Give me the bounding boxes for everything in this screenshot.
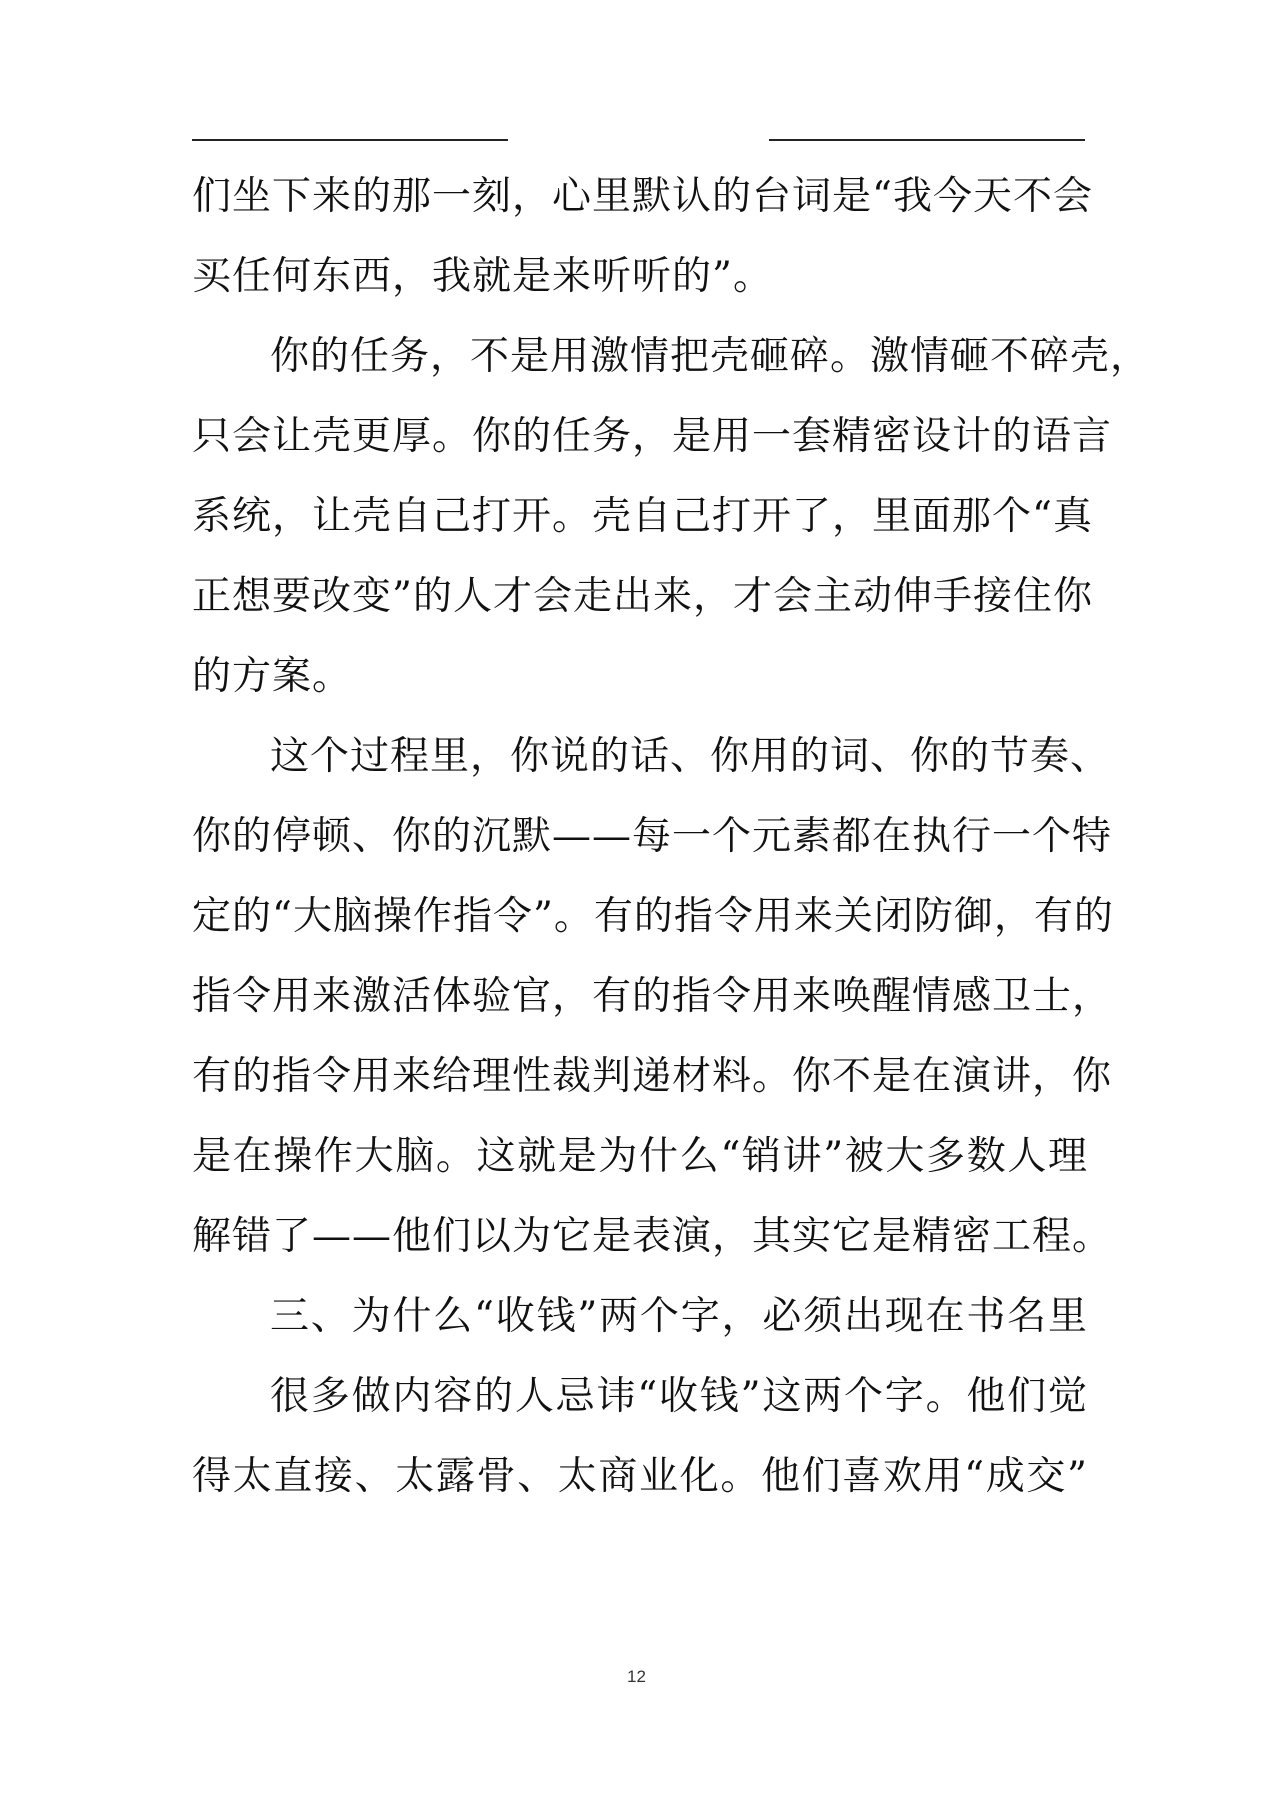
text-line: 是在操作大脑。这就是为什么“销讲”被大多数人理 bbox=[192, 1134, 1088, 1179]
text-line: 你的任务，不是用激情把壳砸碎。激情砸不碎壳， bbox=[270, 334, 1151, 379]
header-rule-left bbox=[192, 139, 508, 141]
text-line: 你的停顿、你的沉默——每一个元素都在执行一个特 bbox=[192, 814, 1113, 859]
text-line: 得太直接、太露骨、太商业化。他们喜欢用“成交” bbox=[192, 1454, 1088, 1499]
text-line: 解错了——他们以为它是表演，其实它是精密工程。 bbox=[192, 1214, 1113, 1259]
text-line: 系统，让壳自己打开。壳自己打开了，里面那个“真 bbox=[192, 494, 1093, 539]
text-line: 买任何东西，我就是来听听的”。 bbox=[192, 254, 773, 299]
text-line: 定的“大脑操作指令”。有的指令用来关闭防御，有的 bbox=[192, 894, 1114, 939]
text-line: 只会让壳更厚。你的任务，是用一套精密设计的语言 bbox=[192, 414, 1113, 459]
text-line: 有的指令用来给理性裁判递材料。你不是在演讲，你 bbox=[192, 1054, 1113, 1099]
section-heading: 三、为什么“收钱”两个字，必须出现在书名里 bbox=[270, 1294, 1088, 1339]
page-number: 12 bbox=[627, 1667, 646, 1686]
text-line: 正想要改变”的人才会走出来，才会主动伸手接住你 bbox=[192, 574, 1093, 619]
text-line: 的方案。 bbox=[192, 654, 353, 699]
text-line: 指令用来激活体验官，有的指令用来唤醒情感卫士， bbox=[192, 974, 1113, 1019]
text-line: 这个过程里，你说的话、你用的词、你的节奏、 bbox=[270, 734, 1111, 779]
text-line: 很多做内容的人忌讳“收钱”这两个字。他们觉 bbox=[270, 1374, 1088, 1419]
text-line: 们坐下来的那一刻，心里默认的台词是“我今天不会 bbox=[192, 174, 1093, 219]
header-rule-right bbox=[769, 139, 1085, 141]
